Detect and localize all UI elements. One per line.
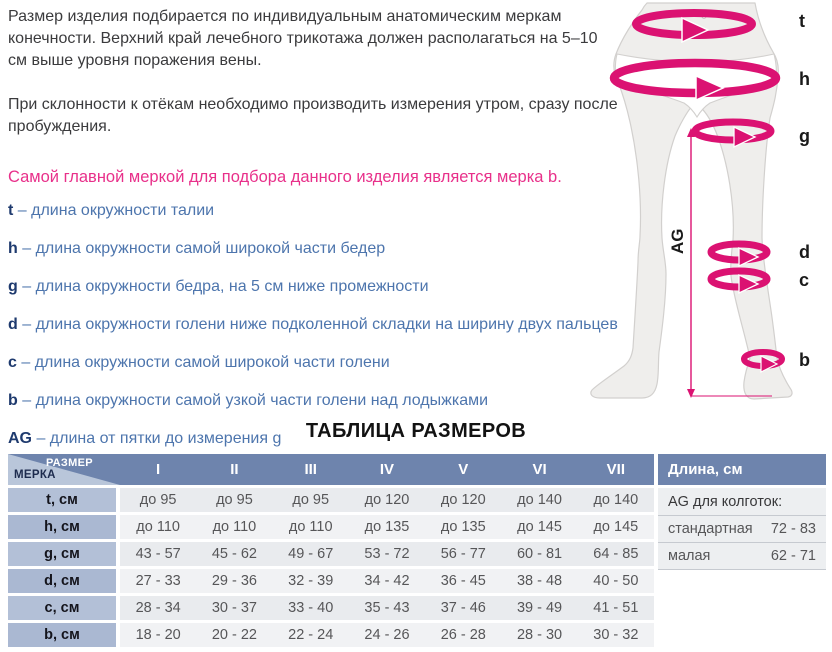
ag-line-label: AG	[668, 228, 687, 254]
column-header-6: VI	[532, 461, 547, 478]
length-panel	[658, 454, 826, 650]
diagram-label-b: b	[799, 350, 810, 370]
table-cell: 34 - 42	[364, 573, 410, 589]
list-item-b	[8, 390, 620, 412]
size-table-title: ТАБЛИЦА РАЗМЕРОВ	[305, 420, 527, 442]
length-row-value: 72 - 83	[770, 521, 816, 537]
table-cell: до 110	[288, 519, 333, 535]
table-cell: до 135	[364, 519, 410, 535]
row-label: h, см	[8, 515, 116, 539]
measure-desc: – длина окружности самой широкой части бедер	[22, 240, 386, 257]
intro-paragraph-2: При склонности к отёкам необходимо производить измерения утром, сразу после пробуждения.	[8, 96, 618, 135]
list-item-d	[8, 314, 620, 336]
measurement-list	[8, 200, 620, 450]
measure-desc: – длина окружности самой узкой части голени над лодыжками	[22, 392, 489, 409]
tables-section	[8, 454, 826, 650]
diagram-label-c: c	[799, 270, 810, 290]
row-label: d, см	[8, 569, 116, 593]
table-cell: 60 - 81	[516, 546, 563, 562]
table-cell: до 95	[216, 492, 253, 508]
length-row-small	[658, 543, 826, 570]
table-row-d	[8, 569, 654, 593]
table-cell: 56 - 77	[440, 546, 486, 562]
table-cell: до 120	[364, 492, 410, 508]
list-item-h	[8, 238, 620, 260]
table-cell: 27 - 33	[135, 573, 181, 589]
list-item-c	[8, 352, 620, 374]
table-cell: до 95	[139, 492, 177, 508]
list-item-t	[8, 200, 620, 222]
table-cell: 53 - 72	[364, 546, 410, 562]
table-cell: 26 - 28	[440, 627, 486, 643]
column-header-4: IV	[379, 461, 395, 478]
measure-key: h	[8, 240, 18, 257]
table-cell: 41 - 51	[593, 600, 639, 616]
measure-key: g	[8, 278, 18, 295]
table-cell: 64 - 85	[593, 546, 639, 562]
column-header-5: V	[458, 461, 469, 478]
corner-label-size: РАЗМЕР	[46, 457, 93, 469]
table-row-g	[8, 542, 654, 566]
measure-key: c	[8, 354, 17, 371]
table-cell: 30 - 32	[593, 627, 639, 643]
table-cell: 18 - 20	[135, 627, 181, 643]
length-row-standard	[658, 516, 826, 543]
table-cell: 38 - 48	[516, 573, 563, 589]
length-row-label: стандартная	[668, 521, 753, 537]
table-row-b	[8, 623, 654, 647]
legs-figure-illustration	[582, 0, 832, 412]
table-cell: до 140	[517, 492, 562, 508]
measure-key: AG	[8, 430, 32, 447]
length-panel-subheader: AG для колготок:	[658, 488, 826, 516]
measure-desc: – длина окружности голени ниже подколенной складки на ширину двух пальцев	[22, 316, 618, 333]
length-panel-header: Длина, см	[658, 454, 826, 485]
table-cell: до 145	[593, 519, 639, 535]
table-cell: до 110	[212, 519, 257, 535]
table-cell: 37 - 46	[440, 600, 486, 616]
row-label: g, см	[8, 542, 116, 566]
table-cell: 28 - 30	[516, 627, 563, 643]
length-row-value: 62 - 71	[770, 548, 816, 564]
measure-key: d	[8, 316, 18, 333]
length-row-label: малая	[668, 548, 711, 564]
table-cell: 32 - 39	[288, 573, 334, 589]
table-cell: 33 - 40	[288, 600, 334, 616]
key-measurement-note: Самой главной меркой для подбора данного изделия является мерка b.	[8, 168, 562, 186]
column-header-1: I	[156, 461, 161, 478]
diagram-label-g: g	[799, 126, 810, 146]
measure-desc: – длина окружности бедра, на 5 см ниже промежности	[22, 278, 429, 295]
table-row-c	[8, 596, 654, 620]
column-header-3: III	[304, 461, 317, 478]
table-cell: 43 - 57	[135, 546, 181, 562]
table-cell: 20 - 22	[211, 627, 257, 643]
measure-desc: – длина от пятки до измерения g	[36, 430, 282, 447]
column-header-7: VII	[606, 461, 625, 478]
table-cell: 28 - 34	[135, 600, 181, 616]
table-cell: 22 - 24	[288, 627, 334, 643]
table-cell: 29 - 36	[211, 573, 257, 589]
table-cell: до 140	[593, 492, 639, 508]
measure-key: t	[8, 202, 14, 219]
corner-cell	[8, 454, 120, 485]
list-item-g	[8, 276, 620, 298]
measure-desc: – длина окружности талии	[17, 202, 215, 219]
row-label: t, см	[8, 488, 116, 512]
table-cell: 35 - 43	[364, 600, 410, 616]
table-row-t	[8, 488, 654, 512]
table-cell: до 145	[517, 519, 562, 535]
diagram-label-d: d	[799, 242, 810, 262]
table-cell: 24 - 26	[364, 627, 410, 643]
measure-key: b	[8, 392, 18, 409]
measure-desc: – длина окружности самой широкой части голени	[21, 354, 390, 371]
size-table-header-row	[8, 454, 654, 485]
size-table	[8, 454, 654, 650]
diagram-label-t: t	[799, 11, 805, 31]
row-label: c, см	[8, 596, 116, 620]
table-cell: 49 - 67	[288, 546, 334, 562]
column-header-2: II	[230, 461, 239, 478]
diagram-label-h: h	[799, 69, 810, 89]
table-cell: 30 - 37	[211, 600, 257, 616]
row-label: b, см	[8, 623, 116, 647]
intro-paragraph-1: Размер изделия подбирается по индивидуальным анатомическим меркам конечности. Верхний край лечебного трикотажа должен располагаться на 5–10 см выше уровня поражения вены.	[8, 8, 598, 69]
table-cell: 45 - 62	[211, 546, 257, 562]
table-cell: до 110	[136, 519, 180, 535]
length-panel-body	[658, 488, 826, 570]
table-cell: 39 - 49	[516, 600, 563, 616]
intro-text-column	[8, 6, 620, 466]
table-cell: до 95	[292, 492, 330, 508]
table-cell: 36 - 45	[440, 573, 486, 589]
table-cell: до 135	[440, 519, 486, 535]
table-cell: 40 - 50	[593, 573, 639, 589]
corner-label-measure: МЕРКА	[14, 469, 56, 481]
table-cell: до 120	[440, 492, 486, 508]
table-row-h	[8, 515, 654, 539]
body-measurement-diagram	[582, 0, 832, 412]
